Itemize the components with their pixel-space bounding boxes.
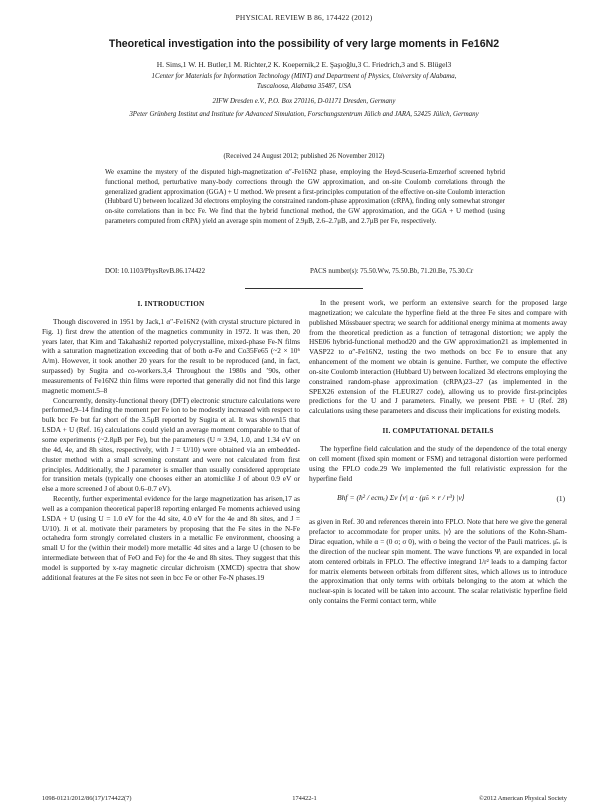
- intro-paragraph-4: In the present work, we perform an extensive search for the proposed large magnetization; we calculate the hyperfine field at the three Fe sites and compare with published Mössbauer spectra; we search for additional energy minima at moments away from the theoretical prediction as a function of tetragonal distortion; we apply the HSE06 hybrid-functional method20 and the GW approximation21 as implemented in VASP22 to α″-Fe16N2, testing the two methods on bcc Fe to ensure that any enhancement of the moment we obtain is genuine. Further, we compute the effective on-site Coulomb interaction (Hubbard U) between localized 3d electrons employing the constrained random-phase approximation (cRPA)23–27 (as implemented in the SPEX26 extension of the FLEUR27 code), allowing us to provide first-principles predictions for the U and J parameters. Finally, we present PBE + U (Ref. 28) calculations using these parameters and discuss their implications for existing models.: [309, 298, 567, 416]
- left-column: [42, 298, 300, 583]
- right-column: [309, 298, 567, 606]
- equation-number: (1): [556, 494, 565, 504]
- intro-paragraph-1: Though discovered in 1951 by Jack,1 α″-Fe16N2 (with crystal structure pictured in Fig. 1) first drew the attention of the magnetics community in 1972. It was then, 20 years later, that Kim and Takahashi2 reported polycrystalline, mixed-phase Fe-N films with a saturation magnetization exceeding that of both α-Fe and Co35Fe65 (~2 × 10⁶ A/m). However, it took another 20 years for the result to be reproduced (and, in fact, surpassed) by Sugita and co-workers.3,4 Throughout the 1980s and ’90s, other measurements of Fe16N2 thin films were reported that generally did not find this large magnetic moment.5–8: [42, 316, 300, 395]
- intro-paragraph-3: Recently, further experimental evidence for the large magnetization has arisen,17 as well as a companion theoretical paper18 reporting enlarged Fe moments achieved using LSDA + U (using U = 1.0 eV for the 4d site, 4.0 eV for the 4e and 8h sites, and J = U/10). Ji et al. motivate their parameters by proposing that the Fe sites in the N-Fe octahedra form strongly correlated clusters in a metallic Fe environment, choosing a small U for the (within their model) more metallic 4d sites and a large U (chosen to be intermediate between that of FeO and Fe) for the 4e and 8h sites. They suggest that this model is supported by x-ray magnetic circular dichroism (XMCD) spectra that show additional features at the Fe sites not seen in bcc Fe or other Fe-N phases.19: [42, 494, 300, 582]
- footer-page-number: 174422-1: [292, 795, 317, 802]
- equation-body: Bhf = (ħ² / ecmₑ) Σν ⟨ν| α · (μ̂ₙ × r / r³) |ν⟩: [337, 493, 465, 503]
- running-head: PHYSICAL REVIEW B 86, 174422 (2012): [235, 13, 373, 22]
- hyperfine-field-equation: [309, 486, 567, 514]
- affiliation-2: 2IFW Dresden e.V., P.O. Box 270116, D-01171 Dresden, Germany: [212, 98, 396, 105]
- section-heading-computational-details: II. COMPUTATIONAL DETAILS: [382, 427, 494, 436]
- doi-pacs-line: [105, 268, 505, 278]
- paper-title: Theoretical investigation into the possibility of very large moments in Fe16N2: [108, 38, 500, 50]
- intro-paragraph-2: Concurrently, density-functional theory (DFT) electronic structure calculations were performed,9–14 finding the moment per Fe ion to be modestly increased with respect to bulk bcc Fe but far short of the 3.5μB reported by Sugita et al. It was shown15 that LSDA + U (Ref. 16) calculations could yield an average moment comparable to that of some experiments (~2.8μB per Fe), but the parameters (U ≈ 3.94, 1.0, and 1.34 eV on the 4d, 4e, and 8h sites, respectively, with J = U/10) were obtained via an embedded-cluster method with a small screening constant and were not calculated from first principles. Additionally, the J parameter is smaller than usually considered appropriate for transition metals (typically one chooses either an atomiclike J of about 0.9 eV or else a more screened J of about 0.6–0.7 eV).: [42, 395, 300, 494]
- affiliation-1: 1Center for Materials for Information Technology (MINT) and Department of Physics, University of Alabama,: [151, 73, 457, 80]
- pacs-numbers: PACS number(s): 75.50.Ww, 75.50.Bb, 71.20.Be, 75.30.Cr: [310, 268, 474, 275]
- comp-paragraph-2: as given in Ref. 30 and references therein into FPLO. Note that here we give the general prefactor to accommodate for proper units. |ν⟩ are the solutions of the Kohn-Sham-Dirac equation, while α = (0 σ; σ 0), with σ being the vector of the Pauli matrices. μ̂ₙ is the direction of the nuclear spin moment. The wave functions Ψᵢ are expanded in local atom centered orbitals in FPLO. The effective integrand 1/r² leads to a damping factor for matrix elements between orbitals from different sites, which allows us to introduce the approximation that only terms with orbitals belonging to the atom at which the nuclear-spin is located will be taken into account. The scalar relativistic hyperfine field only contains the Fermi contact term, while: [309, 517, 567, 606]
- affiliation-3: 3Peter Grünberg Institut and Institute for Advanced Simulation, Forschungszentrum Jülich and JARA, 52425 Jülich, Germany: [129, 111, 479, 118]
- page-footer: [42, 795, 567, 805]
- affiliation-1-city: Tuscaloosa, Alabama 35487, USA: [256, 83, 352, 90]
- footer-copyright: ©2012 American Physical Society: [478, 795, 567, 802]
- doi-link[interactable]: DOI: 10.1103/PhysRevB.86.174422: [105, 268, 206, 275]
- abstract: We examine the mystery of the disputed high-magnetization α″-Fe16N2 phase, employing the Heyd-Scuseria-Ernzerhof screened hybrid functional method, perturbative many-body corrections through the GW approximation, and on-site Coulomb correlations through the generalized gradient approximation (GGA) + U method. We present a first-principles computation of the effective on-site Coulomb interaction (Hubbard U) between localized 3d electrons employing the constrained random-phase approximation (cRPA), finding only somewhat stronger on-site correlations than in bcc Fe. We find that the hybrid functional method, the GW approximation, and the GGA + U method (using parameters computed from cRPA) yield an average spin moment of 2.9μB, 2.6–2.7μB, and 2.7μB per Fe, respectively.: [105, 168, 505, 225]
- received-published-dates: (Received 24 August 2012; published 26 November 2012): [223, 153, 385, 160]
- footer-issn: 1098-0121/2012/86(17)/174422(7): [42, 795, 132, 802]
- author-list: H. Sims,1 W. H. Butler,1 M. Richter,2 K. Koepernik,2 E. Şaşıoğlu,3 C. Friedrich,3 and S. Blügel3: [156, 60, 452, 69]
- comp-paragraph-1: The hyperfine field calculation and the study of the dependence of the total energy on cell moment (fixed spin moment or FSM) and tetragonal distortion were performed using the FPLO code.29 We implemented the full relativistic expression for the hyperfine field: [309, 443, 567, 483]
- abstract-divider: [245, 288, 363, 289]
- section-heading-introduction: I. INTRODUCTION: [137, 300, 205, 308]
